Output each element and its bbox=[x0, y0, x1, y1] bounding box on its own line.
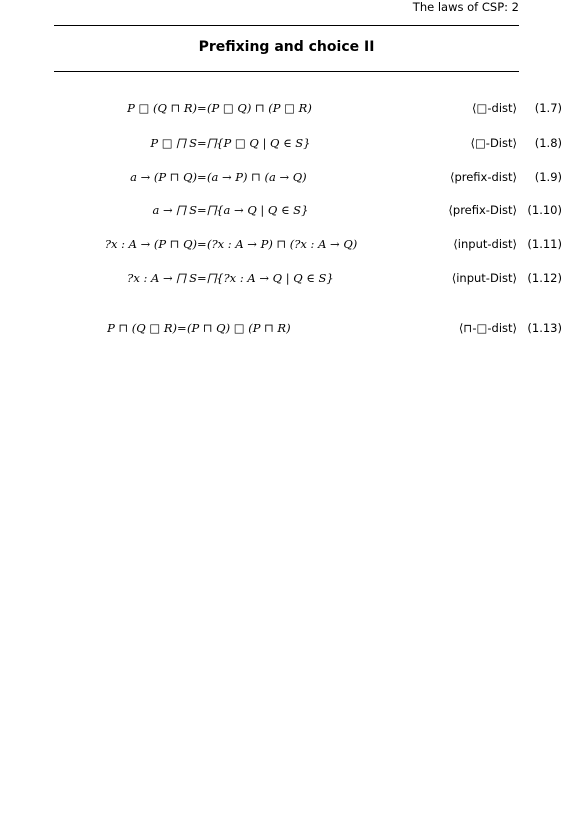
law-name: ⟨prefix-Dist⟩ bbox=[448, 203, 517, 217]
law-name: ⟨input-Dist⟩ bbox=[451, 271, 517, 285]
equation-number: (1.13) bbox=[527, 321, 562, 335]
law-equals: = bbox=[197, 271, 207, 285]
law-equals: = bbox=[197, 170, 207, 184]
law-rhs: (P □ Q) ⊓ (P □ R) bbox=[207, 101, 312, 115]
law-lhs: P □ ⨅ S bbox=[150, 136, 197, 150]
equation-number: (1.7) bbox=[534, 101, 562, 115]
law-row bbox=[0, 135, 577, 151]
law-rhs: ⨅{?x : A → Q | Q ∈ S} bbox=[207, 271, 334, 285]
law-row bbox=[0, 202, 577, 218]
title-rule bbox=[54, 71, 519, 72]
law-lhs: ?x : A → (P ⊓ Q) bbox=[104, 237, 197, 251]
law-equals: = bbox=[177, 321, 187, 335]
law-lhs: a → ⨅ S bbox=[152, 203, 197, 217]
top-rule bbox=[54, 25, 519, 26]
law-lhs: P ⊓ (Q □ R) bbox=[107, 321, 177, 335]
law-rhs: ⨅{P □ Q | Q ∈ S} bbox=[207, 136, 311, 150]
law-lhs: ?x : A → ⨅ S bbox=[127, 271, 197, 285]
law-equals: = bbox=[197, 237, 207, 251]
equation-number: (1.10) bbox=[527, 203, 562, 217]
equation-number: (1.9) bbox=[534, 170, 562, 184]
running-header: The laws of CSP: 2 bbox=[412, 0, 519, 14]
equation-number: (1.11) bbox=[527, 237, 562, 251]
law-rhs: (?x : A → P) ⊓ (?x : A → Q) bbox=[207, 237, 358, 251]
law-row bbox=[0, 169, 577, 185]
law-lhs: a → (P ⊓ Q) bbox=[130, 170, 197, 184]
law-name: ⟨□-Dist⟩ bbox=[470, 136, 517, 150]
law-equals: = bbox=[197, 101, 207, 115]
equation-number: (1.12) bbox=[527, 271, 562, 285]
section-title: Prefixing and choice II bbox=[198, 39, 375, 55]
law-name: ⟨input-dist⟩ bbox=[453, 237, 517, 251]
law-equals: = bbox=[197, 203, 207, 217]
law-rhs: ⨅{a → Q | Q ∈ S} bbox=[207, 203, 309, 217]
law-name: ⟨□-dist⟩ bbox=[472, 101, 517, 115]
law-name: ⟨prefix-dist⟩ bbox=[449, 170, 517, 184]
law-lhs: P □ (Q ⊓ R) bbox=[127, 101, 197, 115]
law-row bbox=[0, 236, 577, 252]
equation-number: (1.8) bbox=[534, 136, 562, 150]
law-rhs: (a → P) ⊓ (a → Q) bbox=[207, 170, 307, 184]
law-name: ⟨⊓-□-dist⟩ bbox=[458, 321, 517, 335]
law-row bbox=[0, 320, 577, 336]
law-row bbox=[0, 100, 577, 116]
law-row bbox=[0, 270, 577, 286]
law-equals: = bbox=[197, 136, 207, 150]
law-rhs: (P ⊓ Q) □ (P ⊓ R) bbox=[187, 321, 291, 335]
